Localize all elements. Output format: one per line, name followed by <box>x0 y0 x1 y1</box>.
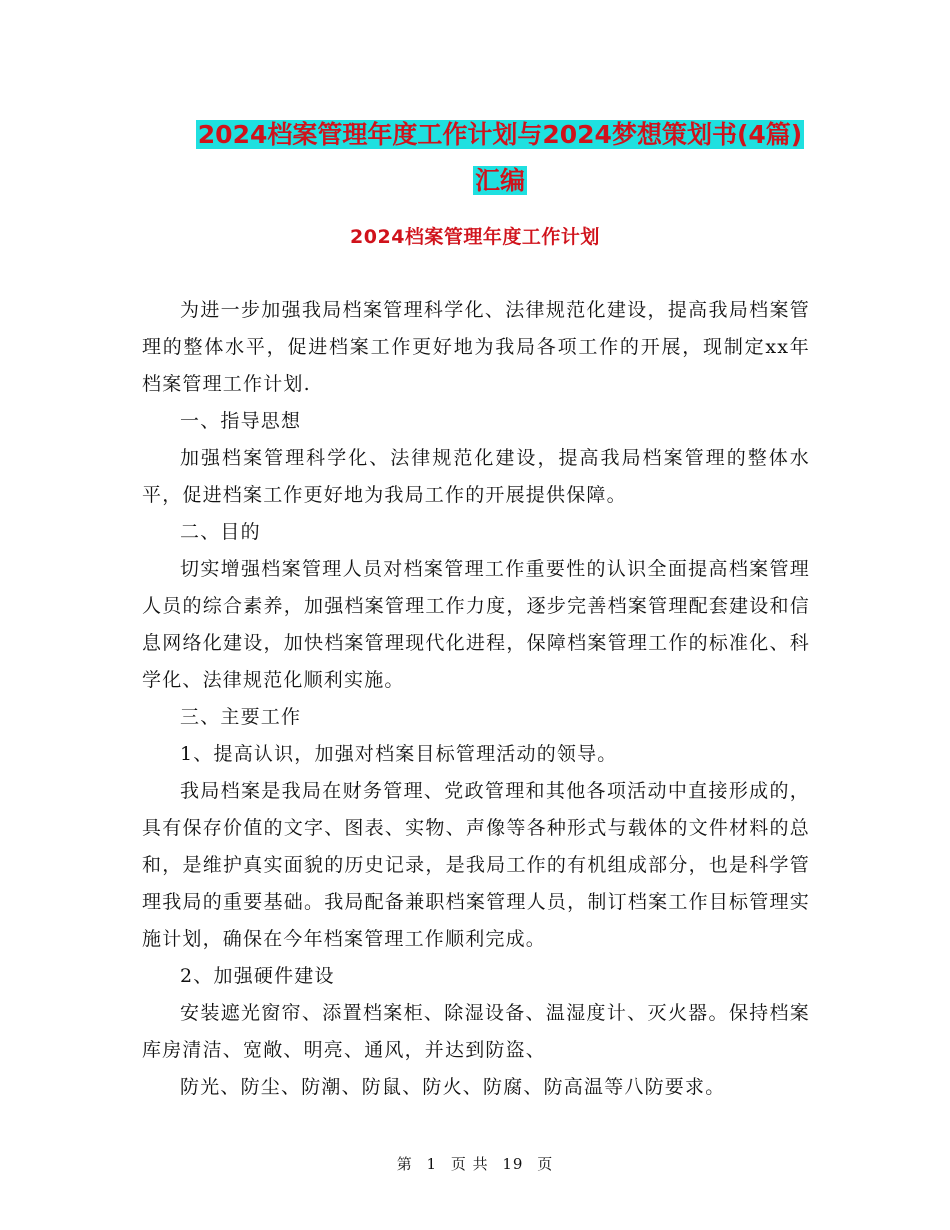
page-footer <box>0 1153 950 1174</box>
document-title <box>140 112 860 204</box>
footer-middle: 页 共 <box>450 1155 489 1173</box>
paragraph-purpose: 切实增强档案管理人员对档案管理工作重要性的认识全面提高档案管理人员的综合素养，加强档案管理工作力度，逐步完善档案管理配套建设和信息网络化建设，加快档案管理现代化进程，保障档案管理工作的标准化、科学化、法律规范化顺利实施。 <box>142 558 810 691</box>
paragraph-guiding-ideology: 加强档案管理科学化、法律规范化建设，提高我局档案管理的整体水平，促进档案工作更好地为我局工作的开展提供保障。 <box>142 447 810 506</box>
footer-suffix: 页 <box>537 1155 554 1173</box>
paragraph-eight-protections: 防光、防尘、防潮、防鼠、防火、防腐、防高温等八防要求。 <box>180 1076 726 1098</box>
paragraph-archives-definition: 我局档案是我局在财务管理、党政管理和其他各项活动中直接形成的，具有保存价值的文字、图表、实物、声像等各种形式与载体的文件材料的总和，是维护真实面貌的历史记录，是我局工作的有机组成部分，也是科学管理我局的重要基础。我局配备兼职档案管理人员，制订档案工作目标管理实施计划，确保在今年档案管理工作顺利完成。 <box>142 780 810 950</box>
footer-prefix: 第 <box>396 1155 413 1173</box>
subheading-hardware: 2、加强硬件建设 <box>180 965 335 987</box>
document-body <box>142 292 810 1106</box>
subheading-raise-awareness: 1、提高认识，加强对档案目标管理活动的领导。 <box>180 743 618 765</box>
heading-guiding-ideology: 一、指导思想 <box>180 410 302 432</box>
footer-total-pages: 19 <box>502 1155 524 1173</box>
document-title-line1: 2024档案管理年度工作计划与2024梦想策划书(4篇) <box>197 120 803 149</box>
section-title: 2024档案管理年度工作计划 <box>350 226 600 248</box>
document-title-line2: 汇编 <box>474 166 525 195</box>
paragraph-intro: 为进一步加强我局档案管理科学化、法律规范化建设，提高我局档案管理的整体水平，促进档案工作更好地为我局各项工作的开展，现制定xx年档案管理工作计划. <box>142 299 810 395</box>
heading-main-work: 三、主要工作 <box>180 706 302 728</box>
heading-purpose: 二、目的 <box>180 521 261 543</box>
footer-page-number: 1 <box>426 1155 438 1173</box>
paragraph-hardware: 安装遮光窗帘、添置档案柜、除湿设备、温湿度计、灭火器。保持档案库房清洁、宽敞、明亮、通风，并达到防盗、 <box>142 1002 810 1061</box>
